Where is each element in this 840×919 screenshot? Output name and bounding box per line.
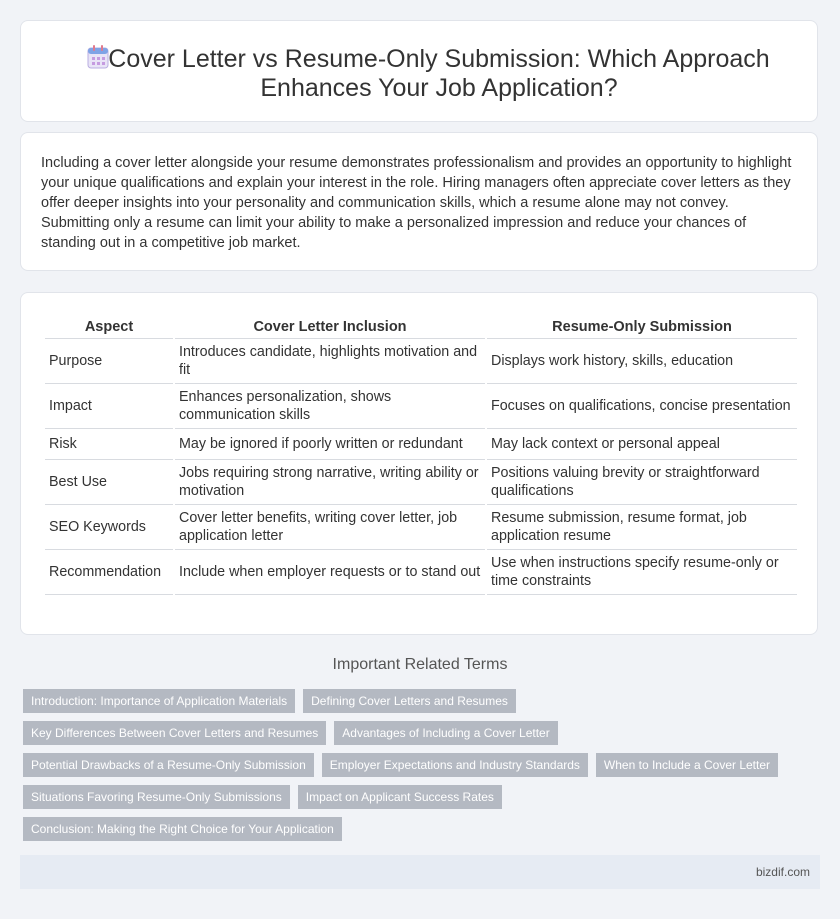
related-term-tag[interactable]: Introduction: Importance of Application Materials — [23, 689, 295, 713]
related-term-tag[interactable]: Advantages of Including a Cover Letter — [334, 721, 557, 745]
footer-brand[interactable]: bizdif.com — [755, 865, 810, 879]
related-term-tag[interactable]: When to Include a Cover Letter — [596, 753, 778, 777]
table-cell: Displays work history, skills, education — [487, 339, 797, 384]
table-cell: Impact — [45, 384, 173, 429]
related-term-tag[interactable]: Employer Expectations and Industry Standards — [322, 753, 588, 777]
table-header-aspect: Aspect — [45, 315, 173, 339]
table-cell: May be ignored if poorly written or redundant — [175, 429, 485, 460]
related-term-tag[interactable]: Key Differences Between Cover Letters and Resumes — [23, 721, 326, 745]
comparison-table — [43, 315, 799, 595]
table-header-cover-letter: Cover Letter Inclusion — [175, 315, 485, 339]
related-term-tag[interactable]: Potential Drawbacks of a Resume-Only Submission — [23, 753, 314, 777]
intro-paragraph: Including a cover letter alongside your resume demonstrates professionalism and provides an opportunity to highlight your unique qualifications and explain your interest in the role. Hiring managers often appreciate cover letters as they offer deeper insights into your personality and communication skills, which a resume alone may not convey. Submitting only a resume can limit your ability to make a personalized impression and reduce your chances of standing out in a competitive job market. — [41, 155, 792, 251]
table-cell: SEO Keywords — [45, 505, 173, 550]
table-cell: Risk — [45, 429, 173, 460]
page-title: Cover Letter vs Resume-Only Submission: Which Approach Enhances Your Job Application? — [108, 45, 770, 102]
table-cell: Positions valuing brevity or straightforward qualifications — [487, 460, 797, 505]
table-cell: Introduces candidate, highlights motivation and fit — [175, 339, 485, 384]
related-terms-list — [23, 689, 823, 849]
table-cell: Focuses on qualifications, concise presentation — [487, 384, 797, 429]
comparison-card — [20, 292, 818, 635]
related-term-tag[interactable]: Defining Cover Letters and Resumes — [303, 689, 516, 713]
table-cell: Resume submission, resume format, job application resume — [487, 505, 797, 550]
related-terms-title: Important Related Terms — [332, 656, 508, 673]
table-row — [45, 550, 797, 595]
table-cell: Cover letter benefits, writing cover letter, job application letter — [175, 505, 485, 550]
table-cell: Include when employer requests or to stand out — [175, 550, 485, 595]
related-term-tag[interactable]: Conclusion: Making the Right Choice for Your Application — [23, 817, 342, 841]
table-cell: Enhances personalization, shows communication skills — [175, 384, 485, 429]
table-row — [45, 505, 797, 550]
table-row — [45, 429, 797, 460]
table-cell: Purpose — [45, 339, 173, 384]
table-cell: May lack context or personal appeal — [487, 429, 797, 460]
table-cell: Jobs requiring strong narrative, writing ability or motivation — [175, 460, 485, 505]
table-row — [45, 384, 797, 429]
header-card — [20, 20, 818, 122]
table-cell: Use when instructions specify resume-only or time constraints — [487, 550, 797, 595]
table-cell: Best Use — [45, 460, 173, 505]
related-term-tag[interactable]: Situations Favoring Resume-Only Submissions — [23, 785, 290, 809]
table-row — [45, 339, 797, 384]
footer — [20, 855, 820, 889]
table-cell: Recommendation — [45, 550, 173, 595]
table-header-resume-only: Resume-Only Submission — [487, 315, 797, 339]
table-row — [45, 460, 797, 505]
related-term-tag[interactable]: Impact on Applicant Success Rates — [298, 785, 502, 809]
intro-card — [20, 132, 818, 271]
